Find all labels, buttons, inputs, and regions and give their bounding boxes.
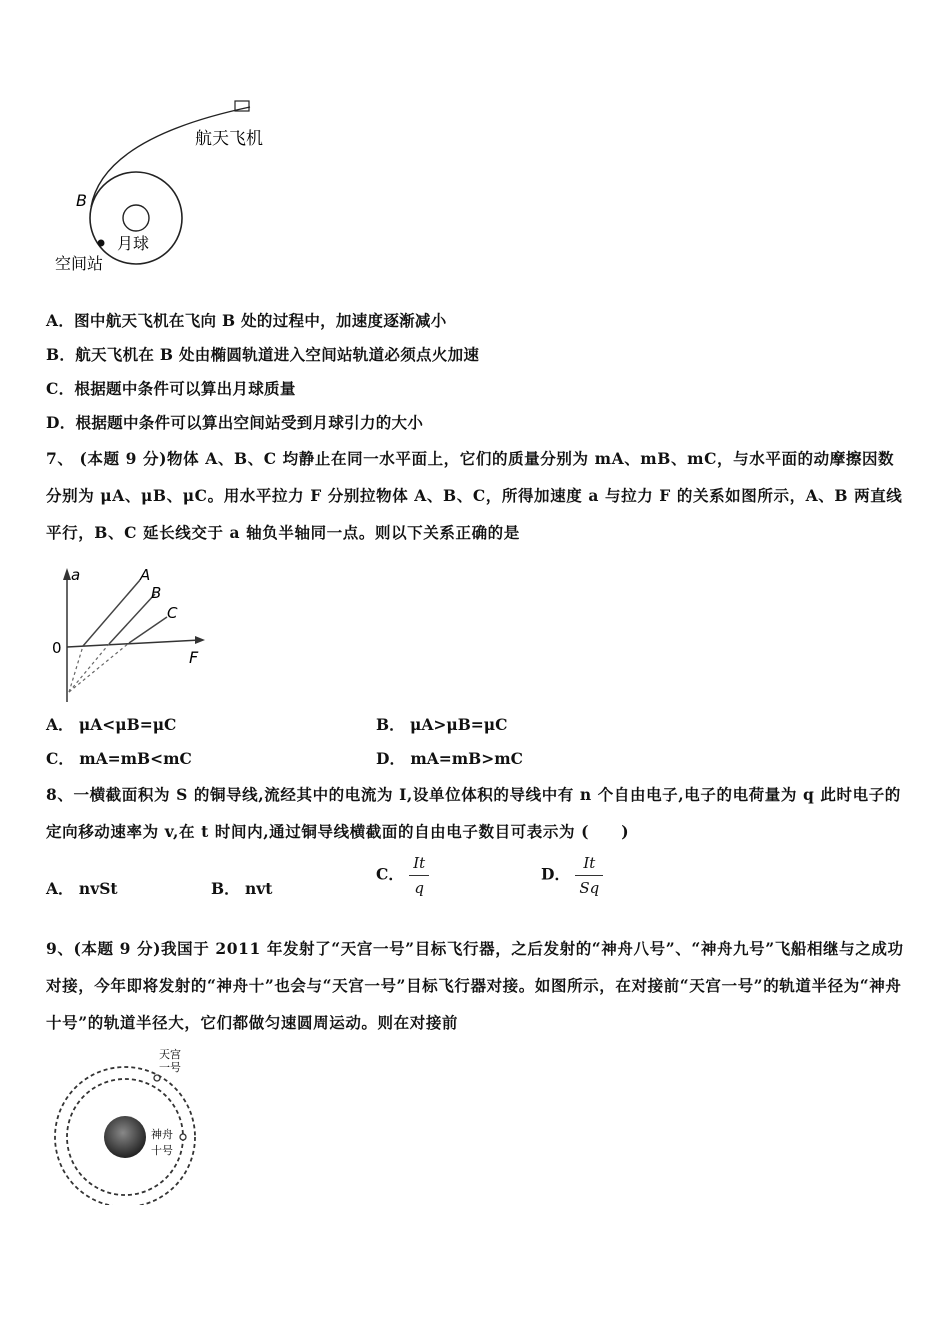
q8-option-d-label: D． [541,864,570,884]
q8-option-d-numerator: It [583,854,596,872]
moon-label: 月球 [117,234,150,253]
line-b-label: B [151,584,162,602]
tiangong-dot [154,1075,160,1081]
q7-stem: 7、 (本题 9 分)物体 A、B、C 均静止在同一水平面上，它们的质量分别为 mA、mB、mC，与水平面的动摩擦因数分别为 μA、μB、μC。用水平拉力 F 分别拉物体 A、B、C，所得加速度 a 与拉力 F 的关系如图所示，A、B 两直线平行，B、C 延长线交于 a 轴负半轴同一点。则以下关系正确的是 [46,449,903,542]
tiangong-label-line1: 天宫 [159,1048,181,1061]
q8-option-c [376,854,429,897]
line-c-label: C [167,604,178,622]
q8-option-c-label: C． [376,864,404,884]
earth-icon [104,1116,146,1158]
q6-option-a: A．图中航天飞机在飞向 B 处的过程中，加速度逐渐减小 [46,311,447,330]
line-a-extension [69,646,83,692]
shuttle-trajectory [91,107,250,207]
line-b-extension [69,644,109,692]
q8-option-c-numerator: It [413,854,426,872]
q9-stem: 9、(本题 9 分)我国于 2011 年发射了“天宫一号”目标飞行器，之后发射的“神舟八号”、“神舟九号”飞船相继与之成功对接，今年即将发射的“神舟十”也会与“天宫一号”目标飞行器对接。如图所示，在对接前“天宫一号”的轨道半径为“神舟十号”的轨道半径大，它们都做匀速圆周运动。则在对接前 [46,939,904,1032]
line-c-extension [69,643,129,692]
orbit-figure [45,95,285,280]
docking-orbit-figure [50,1040,200,1205]
shuttle-label: 航天飞机 [195,129,263,149]
a-f-graph [45,562,215,707]
q7-option-c: C． mA=mB<mC [46,749,192,768]
f-axis-label: F [189,648,199,667]
q8-option-c-fraction [409,854,429,897]
shenzhou-dot [180,1134,186,1140]
q6-option-b: B．航天飞机在 B 处由椭圆轨道进入空间站轨道必须点火加速 [46,345,480,364]
q8-option-d [541,854,603,897]
q7-option-d: D． mA=mB>mC [376,749,523,768]
line-c [129,617,167,643]
moon-circle [123,205,149,231]
station-label: 空间站 [55,254,104,273]
line-a [83,580,140,646]
shenzhou-label-line1: 神舟 [151,1128,173,1141]
line-a-label: A [140,566,151,584]
q6-option-c: C．根据题中条件可以算出月球质量 [46,379,296,398]
line-b [109,594,155,644]
q8-option-d-denominator: Sq [579,879,600,897]
q7-option-a: A． μA<μB=μC [46,715,177,734]
f-axis-arrow [195,636,205,644]
q8-option-d-fraction [575,854,603,897]
shenzhou-label-line2: 十号 [151,1144,173,1157]
a-axis-label: a [71,566,81,584]
q8-option-a: A． nvSt [46,879,118,898]
q7-option-b: B． μA>μB=μC [376,715,508,734]
station-dot [98,240,105,247]
point-b-label: B [76,191,87,210]
q8-option-c-denominator: q [414,879,425,897]
tiangong-label-line2: 一号 [159,1061,181,1074]
origin-label: 0 [52,639,62,657]
q8-stem: 8、一横截面积为 S 的铜导线,流经其中的电流为 I,设单位体积的导线中有 n 个自由电子,电子的电荷量为 q 此时电子的定向移动速率为 v,在 t 时间内,通过铜导线横截面的自由电子数目可表示为 ( ) [46,785,901,841]
q6-option-d: D．根据题中条件可以算出空间站受到月球引力的大小 [46,413,424,432]
q8-option-b: B． nvt [211,879,273,898]
a-axis-arrow [63,568,71,580]
